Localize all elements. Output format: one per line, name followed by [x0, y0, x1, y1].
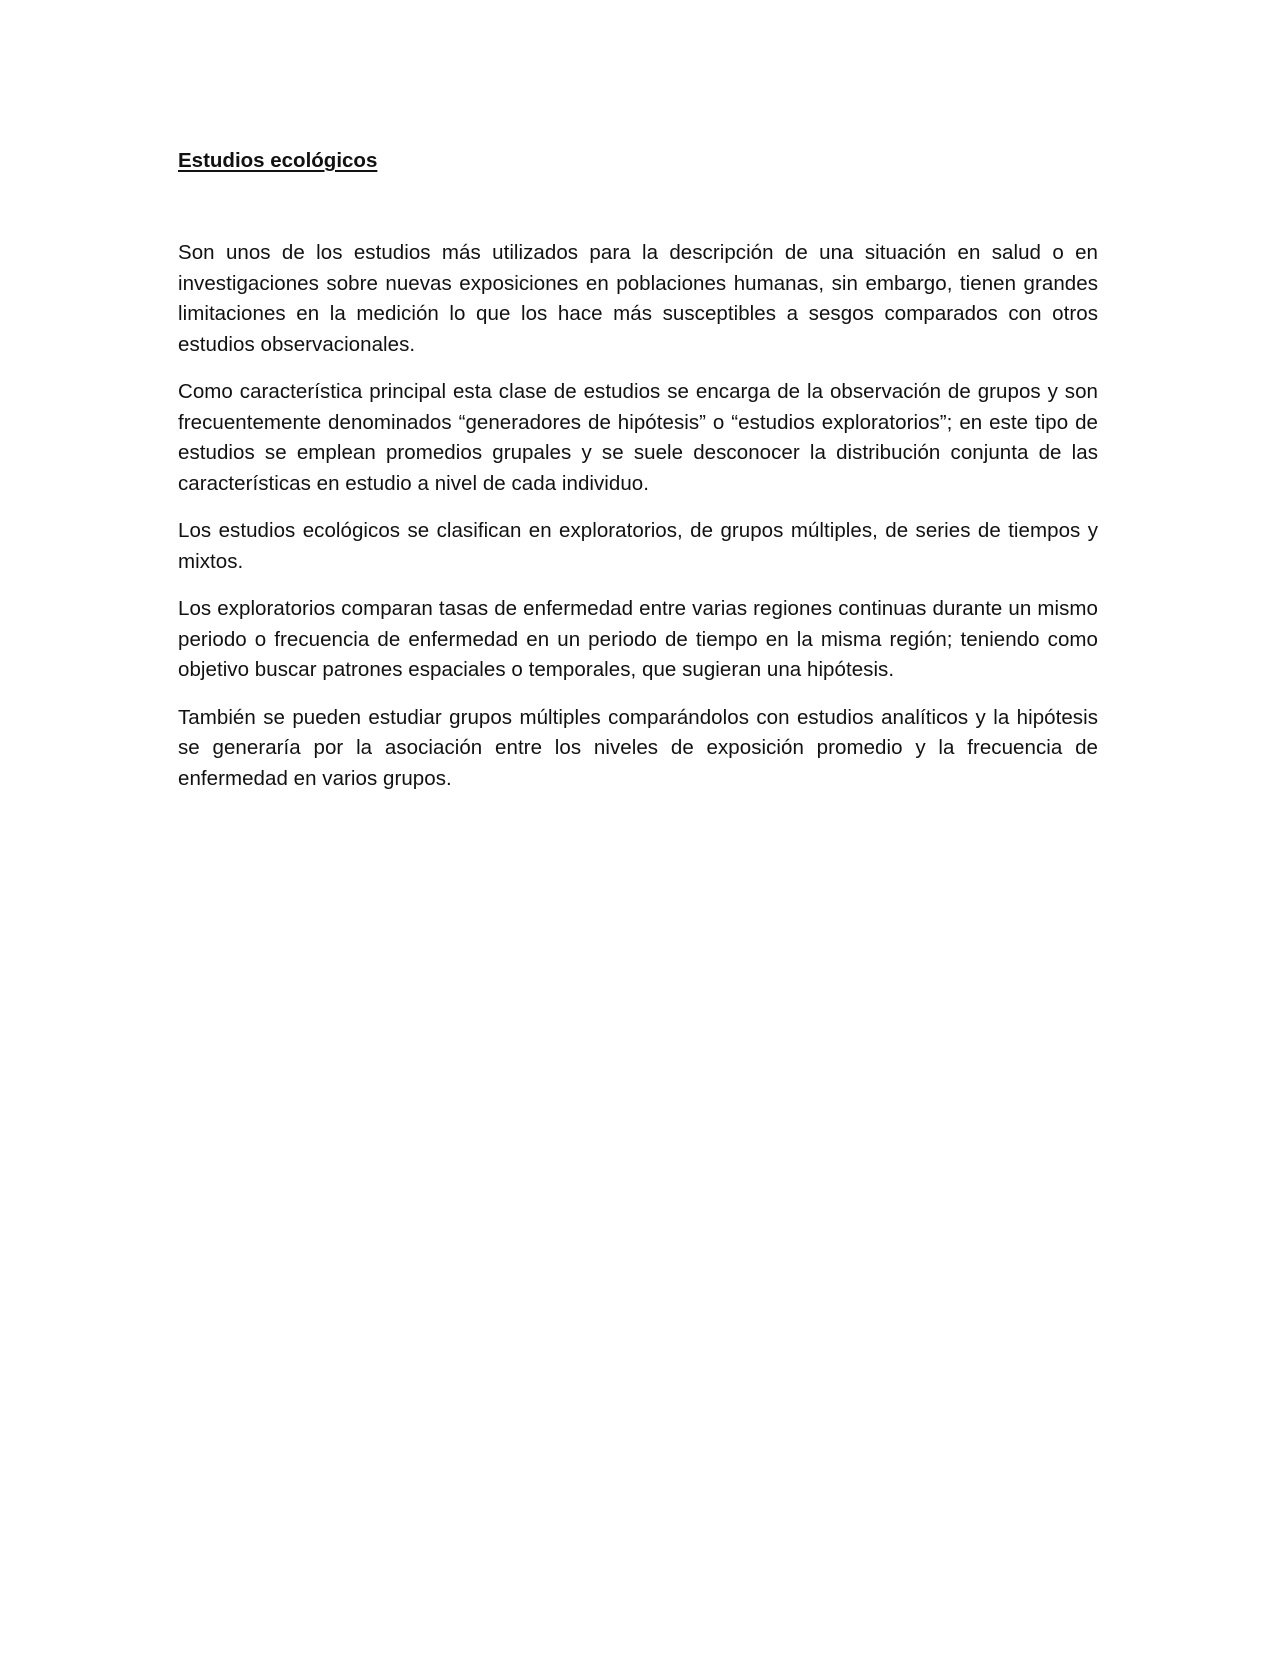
paragraph-exploratory: Los exploratorios comparan tasas de enfermedad entre varias regiones continuas durante un mismo periodo o frecuencia de enfermedad en un periodo de tiempo en la misma región; teniendo como objetivo buscar patrones espaciales o temporales, que sugieran una hipótesis.	[178, 597, 1098, 681]
paragraph-characteristics: Como característica principal esta clase de estudios se encarga de la observación de grupos y son frecuentemente denominados “generadores de hipótesis” o “estudios exploratorios”; en este tipo de estudios se emplean promedios grupales y se suele desconocer la distribución conjunta de las características en estudio a nivel de cada individuo.	[178, 380, 1098, 495]
document-title: Estudios ecológicos	[178, 149, 378, 172]
paragraph-classification: Los estudios ecológicos se clasifican en exploratorios, de grupos múltiples, de series de tiempos y mixtos.	[178, 519, 1098, 573]
paragraph-intro: Son unos de los estudios más utilizados para la descripción de una situación en salud o en investigaciones sobre nuevas exposiciones en poblaciones humanas, sin embargo, tienen grandes limitaciones en la medición lo que los hace más susceptibles a sesgos comparados con otros estudios observacionales.	[178, 241, 1098, 356]
paragraph-multiple-groups: También se pueden estudiar grupos múltiples comparándolos con estudios analíticos y la hipótesis se generaría por la asociación entre los niveles de exposición promedio y la frecuencia de enfermedad en varios grupos.	[178, 705, 1098, 790]
document-body	[178, 146, 1098, 811]
